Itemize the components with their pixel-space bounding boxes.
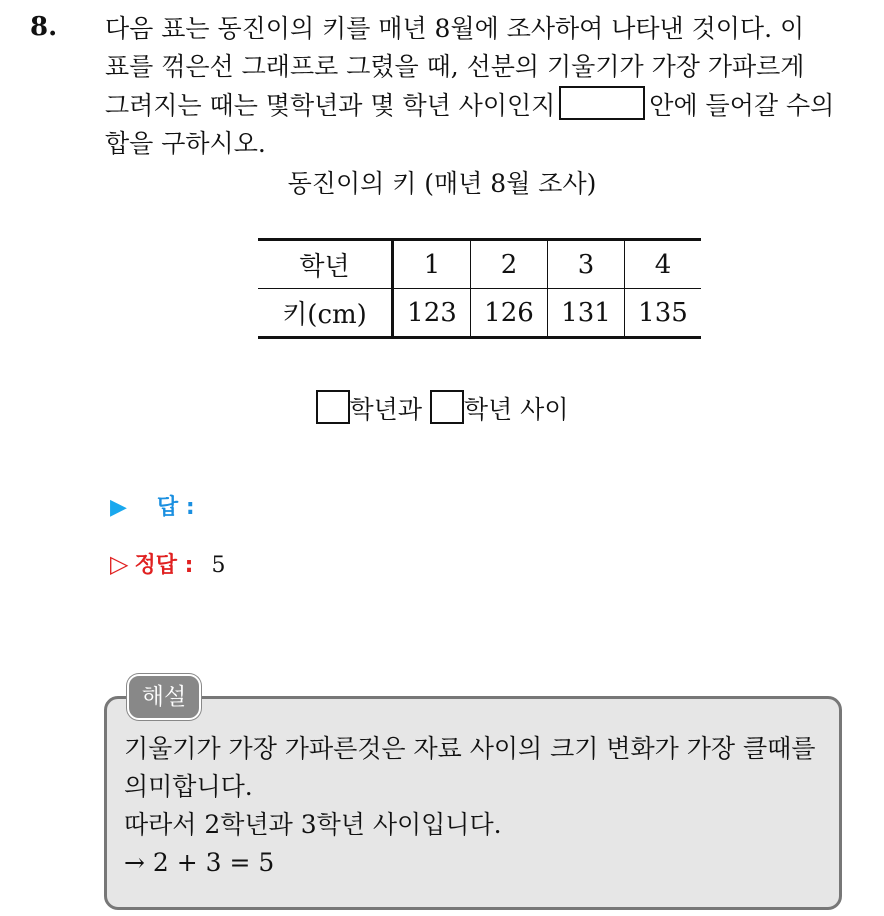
height-table: [258, 238, 701, 339]
correct-answer-value: 5: [211, 553, 226, 578]
grade-cell-1: 1: [393, 240, 471, 289]
table-row-grade: [258, 240, 701, 289]
play-triangle-icon: ▶: [110, 495, 127, 520]
question-text: [105, 10, 865, 163]
question-line-1: 다음 표는 동진이의 키를 매년 8월에 조사하여 나타낸 것이다. 이: [105, 14, 805, 43]
blank-prompt: [0, 390, 884, 426]
outline-triangle-icon: ▷: [110, 550, 129, 578]
explanation-line-2: 의미합니다.: [124, 772, 253, 801]
question-line-3-text: 그려지는 때는 몇학년과 몇 학년 사이인지: [105, 91, 556, 120]
answer-label: 답 :: [156, 495, 195, 520]
table-row-height: [258, 289, 701, 338]
row-header-height: 키(cm): [258, 289, 393, 338]
grade-cell-2: 2: [471, 240, 548, 289]
explanation-line-1: 기울기가 가장 가파른것은 자료 사이의 크기 변화가 가장 클때를: [124, 734, 816, 763]
answer-row: [110, 490, 195, 521]
explanation-tag: 해설: [127, 674, 201, 720]
question-line-4: 합을 구하시오.: [105, 129, 266, 158]
problem-number: 8.: [30, 12, 58, 42]
explanation-line-4: → 2 + 3 = 5: [124, 848, 275, 877]
correct-answer-label: 정답 :: [134, 553, 194, 578]
blank-prompt-part1: 학년과: [349, 395, 422, 424]
grade-cell-4: 4: [625, 240, 702, 289]
blank-box-1: [316, 390, 350, 424]
answer-blank-box: [559, 86, 645, 120]
height-cell-3: 131: [548, 289, 625, 338]
height-cell-1: 123: [393, 289, 471, 338]
row-header-grade: 학년: [258, 240, 393, 289]
question-line-3-tail: 안에 들어갈 수의: [649, 91, 835, 120]
table-title: 동진이의 키 (매년 8월 조사): [287, 169, 597, 198]
question-line-2: 표를 꺾은선 그래프로 그렸을 때, 선분의 기울기가 가장 가파르게: [105, 52, 805, 81]
explanation-line-3: 따라서 2학년과 3학년 사이입니다.: [124, 810, 502, 839]
question-line-3: [105, 86, 865, 125]
blank-prompt-part2: 학년 사이: [463, 395, 569, 424]
height-cell-2: 126: [471, 289, 548, 338]
correct-answer-row: [110, 548, 225, 579]
explanation-text: [124, 730, 834, 882]
height-cell-4: 135: [625, 289, 702, 338]
blank-box-2: [430, 390, 464, 424]
grade-cell-3: 3: [548, 240, 625, 289]
